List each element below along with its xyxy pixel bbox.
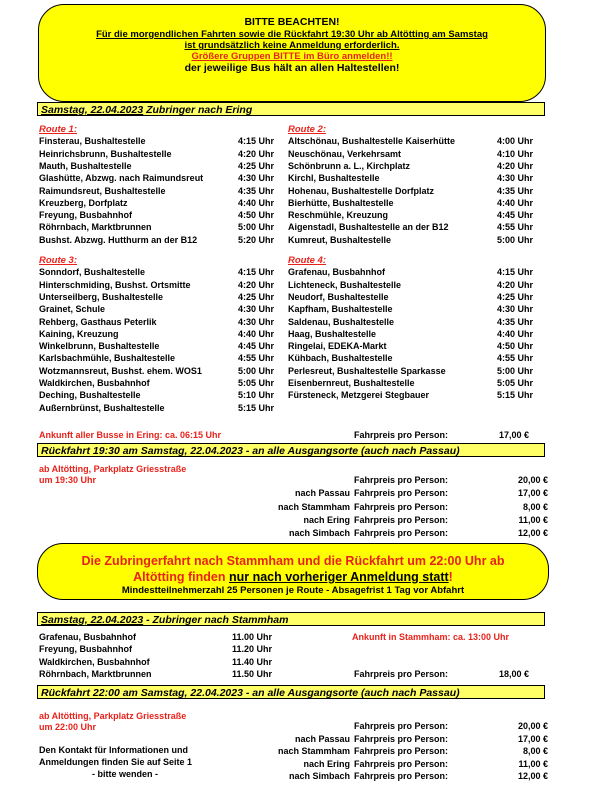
stop-time: 4:45 Uhr: [496, 210, 533, 221]
stop-name: Neudorf, Bushaltestelle: [288, 291, 389, 302]
stop-name: Winkelbrunn, Bushaltestelle: [39, 341, 160, 352]
stop-time: 4:50 Uhr: [237, 210, 274, 221]
stop-time: 11.50 Uhr: [232, 669, 273, 680]
stop-time: 4:35 Uhr: [496, 316, 533, 327]
stop-time: 4:30 Uhr: [496, 304, 533, 315]
stop-time: 11.00 Uhr: [232, 632, 273, 642]
price-label: Fahrpreis pro Person:: [354, 771, 449, 782]
stop-time: 4:15 Uhr: [237, 267, 274, 278]
section1-price: 17,00 €: [498, 430, 529, 440]
stop-time: 11.40 Uhr: [232, 656, 273, 667]
notice-top-line3: Größere Gruppen BITTE im Büro anmelden!!: [191, 51, 393, 62]
stop-name: Glashütte, Abzwg. nach Raimundsreut: [39, 173, 204, 184]
price-value: 20,00 €: [517, 721, 548, 731]
price-destination: nach Stammham: [277, 501, 350, 512]
section3-date: Samstag, 22.04.2023: [41, 614, 144, 626]
contact-line1: Den Kontakt für Informationen und: [39, 745, 188, 755]
stop-name: Heinrichsbrunn, Bushaltestelle: [39, 148, 172, 159]
stop-time: 4:10 Uhr: [496, 148, 533, 159]
stop-time: 5:05 Uhr: [237, 378, 274, 388]
stop-time: 5:10 Uhr: [237, 390, 274, 401]
price-label: Fahrpreis pro Person:: [354, 746, 449, 757]
price-label: Fahrpreis pro Person:: [354, 488, 449, 499]
stop-name: Karlsbachmühle, Bushaltestelle: [39, 353, 176, 364]
stop-time: 4:20 Uhr: [237, 148, 274, 159]
price-value: 17,00 €: [517, 733, 548, 744]
notice-mid-line2a: Altötting finden: [133, 570, 229, 584]
stop-time: 4:30 Uhr: [237, 173, 274, 184]
stop-name: Finsterau, Bushaltestelle: [39, 136, 146, 147]
stop-name: Perlesreut, Bushaltestelle Sparkasse: [288, 365, 446, 376]
price-destination: nach Simbach: [288, 528, 350, 539]
stop-time: 4:25 Uhr: [496, 291, 533, 302]
price-destination: nach Ering: [303, 758, 350, 769]
price-label: Fahrpreis pro Person:: [354, 475, 449, 485]
section1-price-label: Fahrpreis pro Person:: [354, 430, 449, 440]
notice-mid-line3: Mindestteilnehmerzahl 25 Personen je Route - Absagefrist 1 Tag vor Abfahrt: [121, 585, 465, 596]
route-title: Route 2:: [288, 124, 326, 135]
stop-name: Kumreut, Bushaltestelle: [288, 234, 392, 245]
notice-top-line4: der jeweilige Bus hält an allen Haltestellen!: [184, 62, 400, 74]
price-value: 11,00 €: [518, 514, 548, 525]
section4-from-line1: ab Altötting, Parkplatz Griesstraße: [39, 711, 187, 721]
stop-time: 5:20 Uhr: [237, 234, 274, 245]
stop-time: 5:00 Uhr: [496, 365, 533, 376]
stop-name: Hinterschmiding, Bushst. Ortsmitte: [39, 279, 191, 290]
stop-name: Freyung, Busbahnhof: [39, 644, 132, 655]
section3-price: 18,00 €: [498, 669, 529, 679]
contact-line2: Anmeldungen finden Sie auf Seite 1: [39, 757, 193, 767]
contact-line3: - bitte wenden -: [92, 769, 158, 779]
price-value: 11,00 €: [518, 758, 548, 769]
stop-time: 5:05 Uhr: [496, 378, 533, 388]
section2-title: Rückfahrt 19:30 am Samstag, 22.04.2023 - an alle Ausgangsorte (auch nach Passau): [41, 445, 460, 457]
stop-time: 4:40 Uhr: [496, 197, 533, 208]
price-destination: nach Ering: [303, 514, 350, 525]
stop-name: Raimundsreut, Bushaltestelle: [39, 185, 166, 196]
section2-header: [37, 443, 545, 457]
price-label: Fahrpreis pro Person:: [354, 733, 449, 744]
section1-arrival: Ankunft aller Busse in Ering: ca. 06:15 Uhr: [39, 430, 222, 440]
stop-name: Haag, Bushaltestelle: [288, 328, 377, 339]
stop-time: 4:30 Uhr: [496, 173, 533, 184]
stop-time: 4:45 Uhr: [237, 341, 274, 352]
notice-mid-line2b: nur nach vorheriger Anmeldung statt: [228, 570, 449, 584]
stop-time: 4:25 Uhr: [237, 291, 274, 302]
stop-time: 4:50 Uhr: [496, 341, 533, 352]
stop-name: Wotzmannsreut, Bushst. ehem. WOS1: [39, 365, 202, 376]
stop-name: Kühbach, Bushaltestelle: [288, 353, 393, 364]
stop-name: Kaining, Kreuzung: [39, 328, 119, 339]
price-label: Fahrpreis pro Person:: [354, 721, 449, 731]
price-label: Fahrpreis pro Person:: [354, 501, 449, 512]
notice-mid-line2c: !: [448, 570, 453, 584]
price-destination: nach Stammham: [277, 746, 350, 757]
stop-name: Sonndorf, Bushaltestelle: [39, 267, 146, 278]
section4-header: [37, 685, 545, 699]
stop-time: 4:15 Uhr: [237, 136, 274, 147]
notice-mid-line1: Die Zubringerfahrt nach Stammham und die Rückfahrt um 22:00 Uhr ab: [81, 554, 505, 568]
stop-time: 4:15 Uhr: [496, 267, 533, 278]
stop-name: Eisenbernreut, Bushaltestelle: [288, 378, 415, 388]
stop-time: 4:35 Uhr: [496, 185, 533, 196]
stop-name: Grafenau, Busbahnhof: [39, 632, 137, 642]
price-destination: nach Passau: [294, 733, 350, 744]
stop-name: Bushst. Abzwg. Hutthurm an der B12: [39, 234, 198, 245]
stop-time: 5:15 Uhr: [237, 402, 274, 413]
section4-from-line2: um 22:00 Uhr: [39, 722, 97, 732]
stop-name: Saldenau, Bushaltestelle: [288, 316, 395, 327]
stop-name: Kapfham, Bushaltestelle: [288, 304, 393, 315]
stop-name: Außernbrünst, Bushaltestelle: [39, 402, 165, 413]
stop-name: Kirchl, Bushaltestelle: [288, 173, 380, 184]
route-title: Route 3:: [39, 255, 77, 266]
notice-top-line1: Für die morgendlichen Fahrten sowie die Rückfahrt 19:30 Uhr ab Altötting am Samstag: [96, 29, 488, 40]
stop-name: Neuschönau, Verkehrsamt: [288, 148, 402, 159]
stop-name: Rehberg, Gasthaus Peterlik: [39, 316, 157, 327]
price-label: Fahrpreis pro Person:: [354, 514, 449, 525]
stop-name: Hohenau, Bushaltestelle Dorfplatz: [288, 185, 435, 196]
stop-name: Freyung, Busbahnhof: [39, 210, 132, 221]
stop-time: 5:00 Uhr: [237, 222, 274, 233]
section3-arrival: Ankunft in Stammham: ca. 13:00 Uhr: [352, 632, 510, 642]
stop-time: 4:40 Uhr: [496, 328, 533, 339]
notice-mid-line2: [38, 569, 548, 585]
route-title: Route 1:: [39, 124, 77, 135]
stop-name: Röhrnbach, Marktbrunnen: [39, 222, 152, 233]
stop-time: 11.20 Uhr: [232, 644, 273, 655]
notice-top-title: BITTE BEACHTEN!: [244, 16, 340, 28]
stop-name: Mauth, Bushaltestelle: [39, 160, 132, 171]
notice-mid: [37, 543, 549, 600]
section1-title: Zubringer nach Ering: [143, 104, 253, 116]
stop-time: 4:20 Uhr: [237, 279, 274, 290]
stop-time: 5:15 Uhr: [496, 390, 533, 401]
stop-time: 4:55 Uhr: [496, 222, 533, 233]
price-value: 8,00 €: [522, 501, 548, 512]
notice-top-line2: ist grundsätzlich keine Anmeldung erforderlich.: [184, 40, 400, 51]
stop-name: Röhrnbach, Marktbrunnen: [39, 669, 152, 680]
price-label: Fahrpreis pro Person:: [354, 758, 449, 769]
price-value: 12,00 €: [517, 528, 548, 539]
stop-name: Kreuzberg, Dorfplatz: [39, 197, 128, 208]
stop-time: 4:35 Uhr: [237, 185, 274, 196]
section4-title: Rückfahrt 22:00 am Samstag, 22.04.2023 - an alle Ausgangsorte (auch nach Passau): [41, 687, 460, 699]
stop-name: Grainet, Schule: [39, 304, 106, 315]
stop-name: Ringelai, EDEKA-Markt: [288, 341, 387, 352]
stop-time: 4:00 Uhr: [496, 136, 533, 147]
stop-name: Deching, Bushaltestelle: [39, 390, 141, 401]
stop-name: Reschmühle, Kreuzung: [288, 210, 389, 221]
stop-time: 4:30 Uhr: [237, 316, 274, 327]
price-value: 17,00 €: [517, 488, 548, 499]
stop-name: Lichteneck, Bushaltestelle: [288, 279, 402, 290]
price-value: 12,00 €: [517, 771, 548, 782]
price-value: 20,00 €: [517, 475, 548, 485]
stop-name: Bierhütte, Bushaltestelle: [288, 197, 394, 208]
stop-name: Waldkirchen, Busbahnhof: [39, 656, 150, 667]
price-destination: nach Passau: [294, 488, 350, 499]
price-value: 8,00 €: [522, 746, 548, 757]
stop-time: 4:40 Uhr: [237, 197, 274, 208]
stop-name: Waldkirchen, Busbahnhof: [39, 378, 150, 388]
stop-time: 4:55 Uhr: [237, 353, 274, 364]
section2-from-line2: um 19:30 Uhr: [39, 475, 97, 485]
stop-time: 4:40 Uhr: [237, 328, 274, 339]
stop-time: 4:25 Uhr: [237, 160, 274, 171]
section3-header: [37, 612, 545, 626]
stop-name: Grafenau, Busbahnhof: [288, 267, 386, 278]
section1-date: Samstag, 22.04.2023: [41, 104, 144, 116]
stop-name: Unterseilberg, Bushaltestelle: [39, 291, 164, 302]
stop-name: Altschönau, Bushaltestelle Kaiserhütte: [288, 136, 456, 147]
route-title: Route 4:: [288, 255, 326, 266]
stop-name: Aigenstadl, Bushaltestelle an der B12: [288, 222, 449, 233]
price-destination: nach Simbach: [288, 771, 350, 782]
section3-price-label: Fahrpreis pro Person:: [354, 669, 449, 679]
notice-top: [38, 4, 546, 102]
stop-name: Schönbrunn a. L., Kirchplatz: [288, 160, 411, 171]
stop-time: 5:00 Uhr: [496, 234, 533, 245]
stop-time: 4:30 Uhr: [237, 304, 274, 315]
section3-title: - Zubringer nach Stammham: [143, 614, 289, 626]
stop-time: 5:00 Uhr: [237, 365, 274, 376]
price-label: Fahrpreis pro Person:: [354, 528, 449, 539]
stop-time: 4:20 Uhr: [496, 279, 533, 290]
section1-header: [37, 102, 545, 116]
stop-time: 4:20 Uhr: [496, 160, 533, 171]
stop-time: 4:55 Uhr: [496, 353, 533, 364]
section2-from-line1: ab Altötting, Parkplatz Griesstraße: [39, 464, 187, 474]
stop-name: Fürsteneck, Metzgerei Stegbauer: [288, 390, 430, 401]
